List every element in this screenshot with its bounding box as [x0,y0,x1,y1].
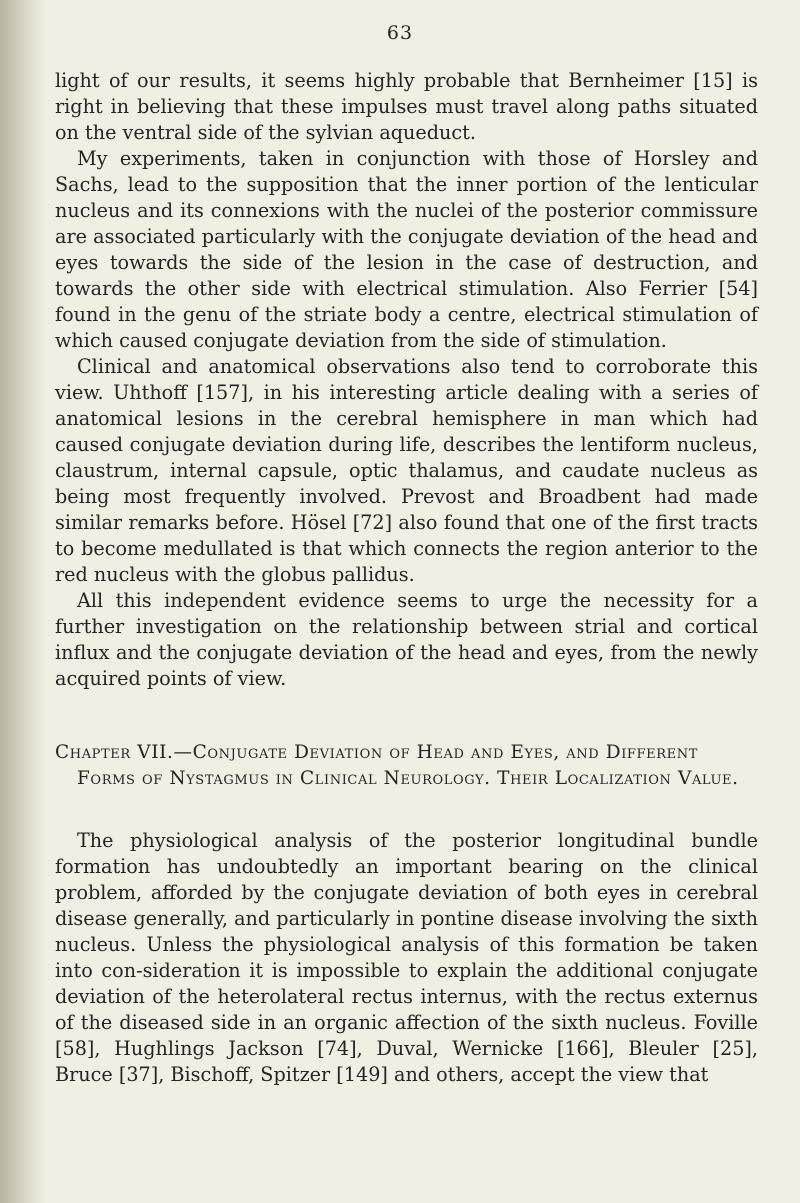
body-text-bottom [55,828,758,1088]
chapter-heading: Chapter VII.—Conjugate Deviation of Head and Eyes, and Different Forms of Nystagmus in Clinical Neurology. Their Localization Value. [55,742,739,789]
paragraph-4: All this independent evidence seems to urge the necessity for a further investigation on the relationship between strial and cortical influx and the conjugate deviation of the head and eyes, from the newly acquired points of view. [55,589,758,690]
paragraph-1: light of our results, it seems highly probable that Bernheimer [15] is right in believing that these impulses must travel along paths situated on the ventral side of the sylvian aqueduct. [55,69,758,144]
chapter-paragraph-1: The physiological analysis of the posterior longitudinal bundle formation has undoubtedly an important bearing on the clinical problem, afforded by the conjugate deviation of both eyes in cerebral disease generally, and particularly in pontine disease involving the sixth nucleus. Unless the physiological analysis of this formation be taken into con-sideration it is impossible to explain the additional conjugate deviation of the heterolateral rectus internus, with the rectus externus of the diseased side in an organic affection of the sixth nucleus. Foville [58], Hughlings Jackson [74], Duval, Wernicke [166], Bleuler [25], Bruce [37], Bischoff, Spitzer [149] and others, accept the view that [55,829,758,1086]
body-text-top [55,68,758,692]
paragraph-3: Clinical and anatomical observations also tend to corroborate this view. Uhthoff [157], in his interesting article dealing with a series of anatomical lesions in the cerebral hemisphere in man which had caused conjugate deviation during life, describes the lentiform nucleus, claustrum, internal capsule, optic thalamus, and caudate nucleus as being most frequently involved. Prevost and Broadbent had made similar remarks before. Hösel [72] also found that one of the first tracts to become medullated is that which connects the region anterior to the red nucleus with the globus pallidus. [55,355,758,586]
page-number: 63 [386,22,414,44]
paragraph-2: My experiments, taken in conjunction with those of Horsley and Sachs, lead to the supposition that the inner portion of the lenticular nucleus and its connexions with the nuclei of the posterior commissure are associated particularly with the conjugate deviation of the head and eyes towards the side of the lesion in the case of destruction, and towards the other side with electrical stimulation. Also Ferrier [54] found in the genu of the striate body a centre, electrical stimulation of which caused conjugate deviation from the side of stimulation. [55,147,758,352]
